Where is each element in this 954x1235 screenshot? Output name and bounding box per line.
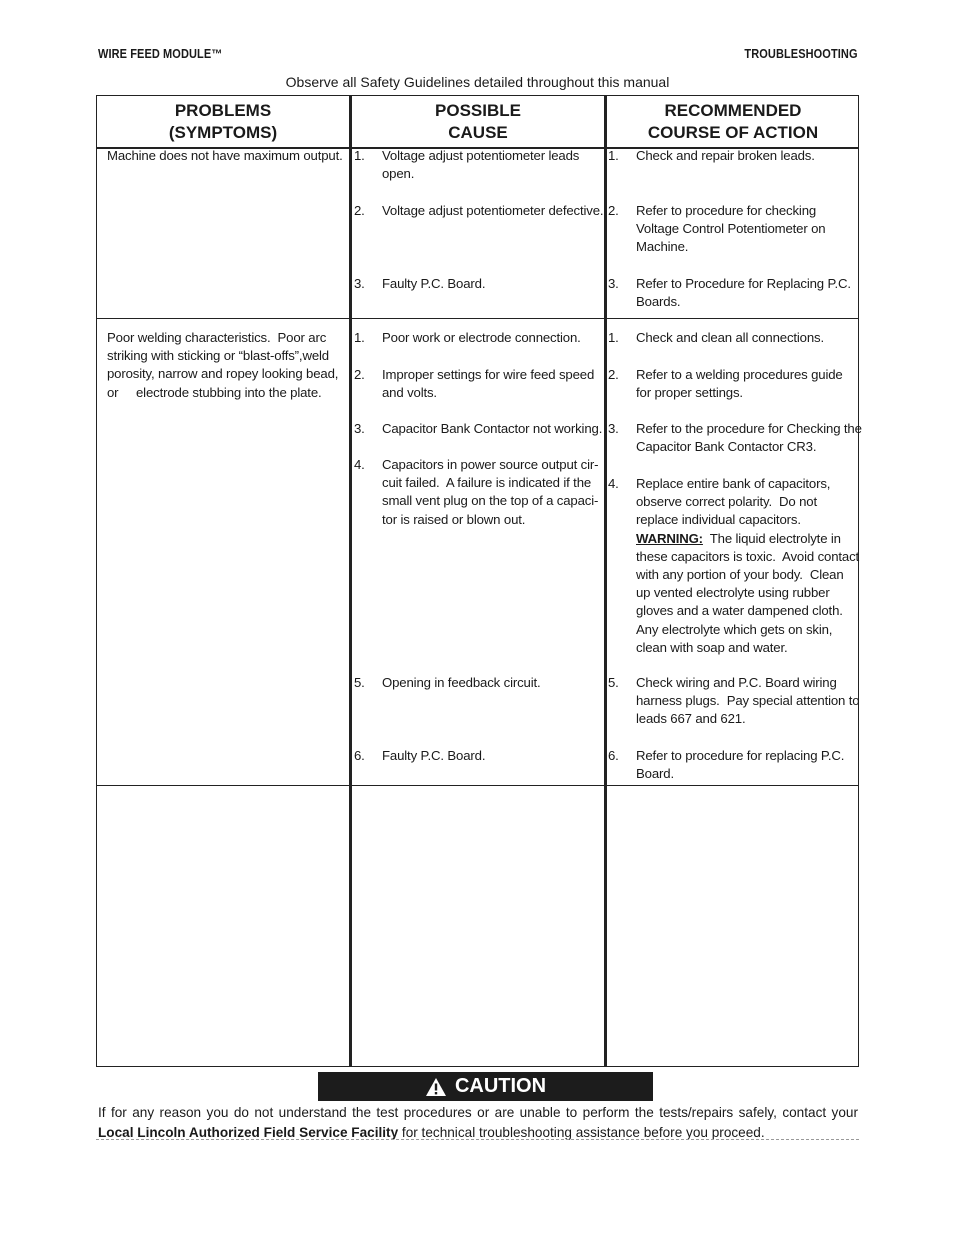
- header-section: TROUBLESHOOTING: [744, 47, 858, 61]
- header-title: WIRE FEED MODULE™: [98, 47, 223, 61]
- troubleshooting-table: PROBLEMS (SYMPTOMS) POSSIBLE CAUSE RECOMMENDED COURSE OF ACTION Machine does not have maximum output. 1. Voltage adjust potentiometer leads open. 2. Voltage adjust potentiometer defective. 3. Faulty P.C. Board. 1. Check and repair broken leads. 2. Refer to procedure for checking Voltage Control Potentiometer on Machine. 3. Refer to Procedure for Replacing P.C. Boards. Poor welding characteristics. Poor arc striking with sticking or “blast-offs”,weld porosity, narrow and ropey looking bead, or electrode stubbing into the plate. 1. Poor work or electrode connection. 2. Improper settings for wire feed speed and volts. 3. Capacitor Bank Contactor not working. 4. Capacitors in power source output cir- cuit failed. A failure is indicated if the small vent plug on the top of a capaci- tor is raised or blown out. 5. Opening in feedback circuit. 6. Faulty P.C. Board. 1. Check and clean all connections. 2. Refer to a welding procedures guide for proper settings. 3. Refer to the procedure for Checking the Capacitor Bank Contactor CR3. 4. Replace entire bank of capacitors, observe correct polarity. Do not replace individual capacitors. WARNING: The liquid electrolyte in these capacitors is toxic. Avoid contact with any portion of your body. Clean up vented electrolyte using rubber gloves and a water dampened cloth. Any electrolyte which gets on skin, clean with soap and water. 5. Check wiring and P.C. Board wiring harness plugs. Pay special attention to leads 667 and 621. 6. Refer to procedure for replacing P.C. Board.: [96, 95, 859, 1067]
- column-divider-1: [349, 96, 352, 1066]
- caution-text: If for any reason you do not understand the test procedures or are unable to perform the tests/repairs safely, contact your Local Lincoln Authorized Field Service Facility for technical troubleshooting assistance before you proceed.: [98, 1105, 858, 1140]
- column-header-problems: PROBLEMS (SYMPTOMS): [168, 101, 278, 142]
- row2-problem: Poor welding characteristics. Poor arc striking with sticking or “blast-offs”,weld porosity, narrow and ropey looking bead, or electrode stubbing into the plate.: [107, 330, 339, 400]
- warning-label: WARNING:: [636, 530, 703, 546]
- footer-divider: [96, 1139, 859, 1140]
- row-divider-1: [97, 318, 858, 319]
- safety-note: Observe all Safety Guidelines detailed throughout this manual: [285, 74, 670, 90]
- caution-title: CAUTION: [454, 1075, 547, 1097]
- column-header-action: RECOMMENDED COURSE OF ACTION: [647, 101, 819, 142]
- column-header-cause: POSSIBLE CAUSE: [435, 101, 521, 142]
- warning-triangle-icon: [425, 1077, 447, 1097]
- warning-text: The liquid electrolyte in these capacitors is toxic. Avoid contact with any portion of your body. Clean up vented electrolyte using rubber gloves and a water dampened cloth. Any electrolyte which gets on skin, clean with soap and water.: [636, 530, 860, 655]
- row1-problem: Machine does not have maximum output.: [107, 148, 343, 163]
- row2-action-4-text: Replace entire bank of capacitors, observe correct polarity. Do not replace individual capacitors.: [636, 476, 831, 528]
- caution-banner: [318, 1072, 653, 1101]
- row-divider-2: [97, 785, 858, 786]
- column-divider-2: [604, 96, 607, 1066]
- service-facility-text: Local Lincoln Authorized Field Service Facility: [98, 1124, 399, 1140]
